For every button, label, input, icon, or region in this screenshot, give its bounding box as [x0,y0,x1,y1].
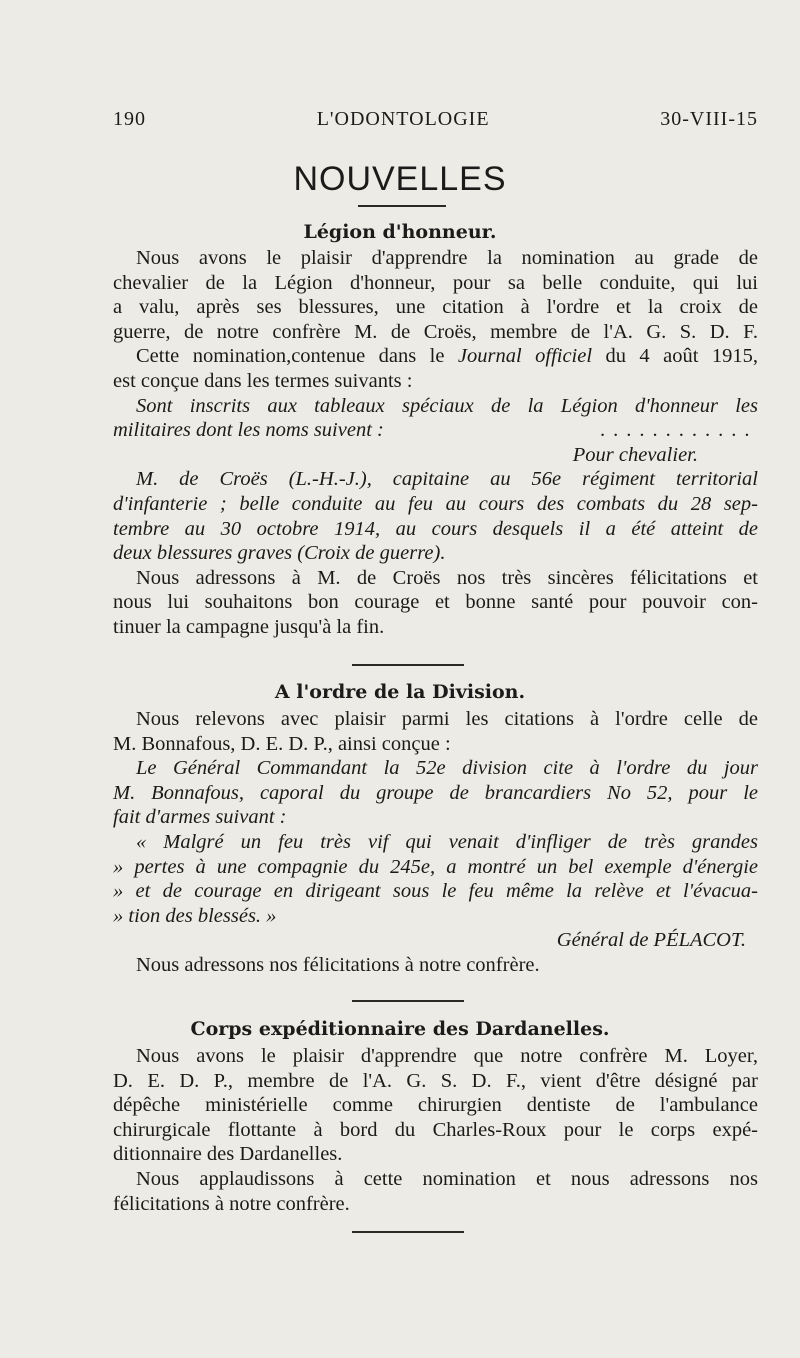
section-legion [113,246,758,640]
section-heading-legion: Légion d'honneur. [303,221,497,243]
text-line: a valu, après ses blessures, une citation à l'ordre et la croix de [113,296,758,319]
section-heading-division: A l'ordre de la Division. [274,681,526,703]
quote-line: » et de courage en dirigeant sous le feu même la relève et l'évacua- [113,880,758,903]
page-title: NOUVELLES [293,160,507,198]
running-head [113,108,758,131]
section-heading-dardanelles: Corps expéditionnaire des Dardanelles. [190,1018,610,1040]
dots: ............ [600,419,758,442]
issue-date: 30-VIII-15 [660,108,758,130]
quote-line [113,418,758,443]
page-number: 190 [113,108,146,130]
text-line: Nous relevons avec plaisir parmi les citations à l'ordre celle de [136,708,758,730]
citation-line: fait d'armes suivant : [113,806,287,829]
text-line: Nous avons le plaisir d'apprendre que notre confrère M. Loyer, [136,1045,758,1067]
text-line: dépêche ministérielle comme chirurgien dentiste de l'ambulance [113,1094,758,1117]
signature: Général de PÉLACOT. [556,929,746,952]
text-line: est conçue dans les termes suivants : [113,369,413,392]
text-line: chirurgicale flottante à bord du Charles-Roux pour le corps expé- [113,1118,758,1141]
citation-line: M. de Croës (L.-H.-J.), capitaine au 56e régiment territorial [136,468,758,491]
text-line: Nous adressons à M. de Croës nos très sincères félicitations et [136,566,758,589]
section-division [113,707,758,978]
citation-line: d'infanterie ; belle conduite au feu au cours des combats du 28 sep- [113,492,758,515]
quote-line: » pertes à une compagnie du 245e, a montré un bel exemple d'énergie [113,855,758,878]
text-line: D. E. D. P., membre de l'A. G. S. D. F., vient d'être désigné par [113,1069,758,1092]
divider [352,1231,464,1233]
journal-officiel: Journal officiel [457,345,593,368]
text-line: Nous adressons nos félicitations à notre confrère. [136,953,540,976]
text-line: nous lui souhaitons bon courage et bonne santé pour pouvoir con- [113,591,758,614]
citation-line: tembre au 30 octobre 1914, au cours desquels il a été atteint de [113,517,758,540]
section-dardanelles [113,1044,758,1216]
quote-line: Sont inscrits aux tableaux spéciaux de la Légion d'honneur les [136,394,758,417]
text-line: félicitations à notre confrère. [113,1192,350,1215]
text-line [113,344,758,369]
quote-line: » tion des blessés. » [113,904,277,927]
text-line: tinuer la campagne jusqu'à la fin. [113,615,385,638]
text-line: chevalier de la Légion d'honneur, pour sa belle conduite, qui lui [113,271,758,294]
pour-chevalier: Pour chevalier. [572,443,698,466]
quote-line: « Malgré un feu très vif qui venait d'infliger de très grandes [136,830,758,853]
text-span: Cette nomination,contenue dans le [136,345,458,368]
divider [352,1000,464,1002]
text-line: M. Bonnafous, D. E. D. P., ainsi conçue : [113,732,451,755]
text-span: militaires dont les noms suivent : [113,419,384,442]
divider [352,664,464,666]
journal-title: L'ODONTOLOGIE [316,108,490,130]
text-line: Nous avons le plaisir d'apprendre la nomination au grade de [136,247,758,269]
divider [358,205,446,207]
text-span: du 4 août 1915, [592,345,758,368]
text-line: Nous applaudissons à cette nomination et nous adressons nos [136,1167,758,1190]
citation-line: M. Bonnafous, caporal du groupe de brancardiers No 52, pour le [113,781,758,804]
citation-line: deux blessures graves (Croix de guerre). [113,542,446,565]
text-line: guerre, de notre confrère M. de Croës, membre de l'A. G. S. D. F. [113,320,758,343]
citation-line: Le Général Commandant la 52e division cite à l'ordre du jour [136,757,758,780]
text-line: ditionnaire des Dardanelles. [113,1143,343,1166]
